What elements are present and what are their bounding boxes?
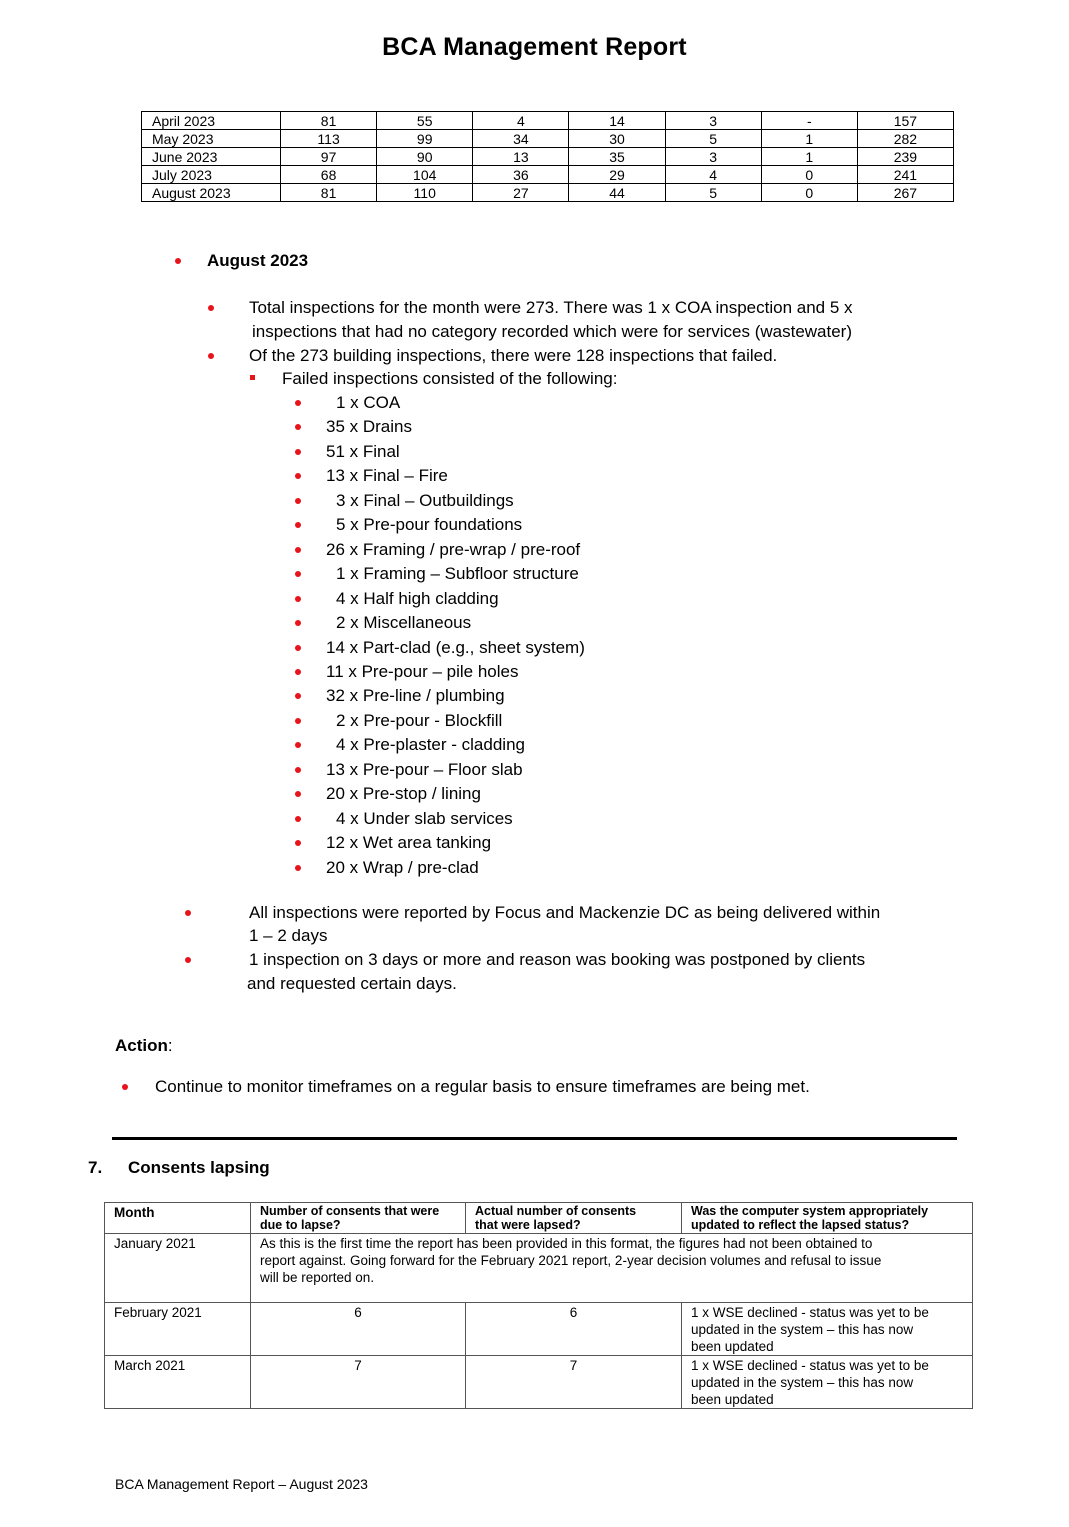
cell-month: January 2021 — [105, 1234, 251, 1303]
bullet-icon — [295, 767, 301, 773]
table-row — [142, 130, 954, 148]
section-divider — [112, 1137, 957, 1140]
cell-value: 239 — [857, 148, 953, 166]
table-row — [142, 184, 954, 202]
failed-inspection-item: 4 x Half high cladding — [336, 588, 499, 608]
cell-value: 44 — [569, 184, 665, 202]
cell-value: 97 — [281, 148, 377, 166]
cell-value: 35 — [569, 148, 665, 166]
table-header-row — [105, 1203, 973, 1234]
cell-value: 36 — [473, 166, 569, 184]
bullet-icon — [295, 473, 301, 479]
bullet-icon — [295, 791, 301, 797]
bullet-icon — [295, 669, 301, 675]
cell-value: 267 — [857, 184, 953, 202]
cell-month: February 2021 — [105, 1303, 251, 1356]
bullet-icon — [295, 693, 301, 699]
august-heading: August 2023 — [207, 251, 309, 270]
cell-value: 282 — [857, 130, 953, 148]
bullet-icon — [175, 258, 181, 264]
failed-inspection-item: 4 x Under slab services — [336, 808, 513, 828]
failed-inspections-intro: Failed inspections consisted of the following: — [282, 369, 618, 388]
cell-due: 7 — [251, 1356, 466, 1409]
bullet-icon — [295, 596, 301, 602]
cell-value: 3 — [665, 112, 761, 130]
cell-value: 29 — [569, 166, 665, 184]
cell-value: 99 — [377, 130, 473, 148]
cell-updated: 1 x WSE declined - status was yet to be updated in the system – this has now been updated — [682, 1356, 973, 1409]
consents-lapsing-table — [104, 1202, 973, 1409]
cell-actual: 6 — [466, 1303, 682, 1356]
inspections-stats-table — [141, 111, 954, 202]
failed-inspection-item: 51 x Final — [326, 441, 400, 461]
failed-inspection-item: 4 x Pre-plaster - cladding — [336, 735, 525, 755]
bullet-icon — [295, 620, 301, 626]
cell-value: 4 — [665, 166, 761, 184]
bullet-icon — [295, 840, 301, 846]
delivery-note-line-1: All inspections were reported by Focus and Mackenzie DC as being delivered within — [249, 903, 881, 922]
cell-month: July 2023 — [142, 166, 281, 184]
total-inspections-line-1: Total inspections for the month were 273. There was 1 x COA inspection and 5 x — [249, 298, 853, 317]
cell-value: 241 — [857, 166, 953, 184]
action-item: Continue to monitor timeframes on a regular basis to ensure timeframes are being met. — [155, 1077, 810, 1096]
failed-inspection-item: 12 x Wet area tanking — [326, 833, 492, 853]
header-month: Month — [105, 1203, 251, 1234]
cell-value: 81 — [281, 184, 377, 202]
failed-inspection-item: 14 x Part-clad (e.g., sheet system) — [326, 637, 585, 657]
postponed-note-line-2: and requested certain days. — [247, 974, 457, 993]
cell-value: 1 — [761, 148, 857, 166]
cell-value: 110 — [377, 184, 473, 202]
section-number: 7. — [88, 1158, 103, 1177]
cell-actual: 7 — [466, 1356, 682, 1409]
delivery-note-line-2: 1 – 2 days — [249, 926, 328, 945]
bullet-icon — [295, 645, 301, 651]
bullet-icon — [295, 718, 301, 724]
cell-value: 4 — [473, 112, 569, 130]
cell-value: 81 — [281, 112, 377, 130]
cell-value: 30 — [569, 130, 665, 148]
cell-month: June 2023 — [142, 148, 281, 166]
cell-value: 0 — [761, 184, 857, 202]
action-heading: Action: — [115, 1036, 173, 1055]
cell-value: 104 — [377, 166, 473, 184]
bullet-icon — [295, 522, 301, 528]
failed-inspection-item: 5 x Pre-pour foundations — [336, 515, 523, 535]
failed-inspection-item: 1 x Framing – Subfloor structure — [336, 564, 579, 584]
header-actual: Actual number of consents that were lapsed? — [466, 1203, 682, 1234]
cell-value: 5 — [665, 130, 761, 148]
cell-month: May 2023 — [142, 130, 281, 148]
cell-value: 14 — [569, 112, 665, 130]
section-title: Consents lapsing — [128, 1158, 270, 1177]
bullet-icon — [295, 400, 301, 406]
cell-due: 6 — [251, 1303, 466, 1356]
table-row — [142, 112, 954, 130]
table-row — [142, 148, 954, 166]
postponed-note-line-1: 1 inspection on 3 days or more and reason was booking was postponed by clients — [249, 950, 866, 969]
cell-value: 1 — [761, 130, 857, 148]
failed-inspection-item: 11 x Pre-pour – pile holes — [326, 661, 519, 681]
failed-inspection-item: 13 x Pre-pour – Floor slab — [326, 759, 523, 779]
failed-inspections-summary: Of the 273 building inspections, there were 128 inspections that failed. — [249, 346, 778, 365]
failed-inspection-item: 26 x Framing / pre-wrap / pre-roof — [326, 539, 581, 559]
failed-inspection-item: 13 x Final – Fire — [326, 466, 448, 486]
failed-inspection-item: 1 x COA — [336, 393, 401, 412]
square-bullet-icon — [250, 375, 255, 380]
cell-value: 13 — [473, 148, 569, 166]
table-row — [105, 1356, 973, 1409]
cell-note: As this is the first time the report has been provided in this format, the figures had not been obtained to report against. Going forward for the February 2021 report, 2-year decision volumes and refusal to issue will be reported on. — [251, 1234, 973, 1303]
bullet-icon — [295, 424, 301, 430]
cell-month: April 2023 — [142, 112, 281, 130]
bullet-icon — [185, 957, 191, 963]
cell-value: 34 — [473, 130, 569, 148]
failed-inspection-item: 2 x Miscellaneous — [336, 613, 472, 633]
cell-month: March 2021 — [105, 1356, 251, 1409]
cell-month: August 2023 — [142, 184, 281, 202]
failed-inspection-item: 20 x Wrap / pre-clad — [326, 857, 479, 877]
bullet-icon — [122, 1084, 128, 1090]
bullet-icon — [295, 571, 301, 577]
header-due: Number of consents that were due to lapse? — [251, 1203, 466, 1234]
bullet-icon — [295, 816, 301, 822]
bullet-icon — [295, 865, 301, 871]
bullet-icon — [208, 305, 214, 311]
cell-value: 3 — [665, 148, 761, 166]
table-row — [105, 1303, 973, 1356]
page-title: BCA Management Report — [382, 33, 687, 61]
cell-updated: 1 x WSE declined - status was yet to be updated in the system – this has now been updated — [682, 1303, 973, 1356]
bullet-icon — [295, 449, 301, 455]
table-row — [142, 166, 954, 184]
cell-value: 27 — [473, 184, 569, 202]
bullet-icon — [185, 910, 191, 916]
table-row — [105, 1234, 973, 1303]
failed-inspection-item: 20 x Pre-stop / lining — [326, 784, 481, 804]
cell-value: 113 — [281, 130, 377, 148]
cell-value: 0 — [761, 166, 857, 184]
cell-value: 157 — [857, 112, 953, 130]
cell-value: 90 — [377, 148, 473, 166]
failed-inspection-item: 3 x Final – Outbuildings — [336, 490, 514, 510]
total-inspections-line-2: inspections that had no category recorded which were for services (wastewater) — [252, 322, 853, 341]
failed-inspection-item: 35 x Drains — [326, 417, 412, 437]
cell-value: - — [761, 112, 857, 130]
failed-inspection-item: 32 x Pre-line / plumbing — [326, 686, 505, 706]
bullet-icon — [295, 742, 301, 748]
cell-value: 68 — [281, 166, 377, 184]
failed-inspection-item: 2 x Pre-pour - Blockfill — [336, 710, 503, 730]
cell-value: 5 — [665, 184, 761, 202]
page-footer: BCA Management Report – August 2023 — [115, 1476, 368, 1492]
cell-value: 55 — [377, 112, 473, 130]
header-updated: Was the computer system appropriately updated to reflect the lapsed status? — [682, 1203, 973, 1234]
bullet-icon — [295, 547, 301, 553]
bullet-icon — [208, 353, 214, 359]
bullet-icon — [295, 498, 301, 504]
